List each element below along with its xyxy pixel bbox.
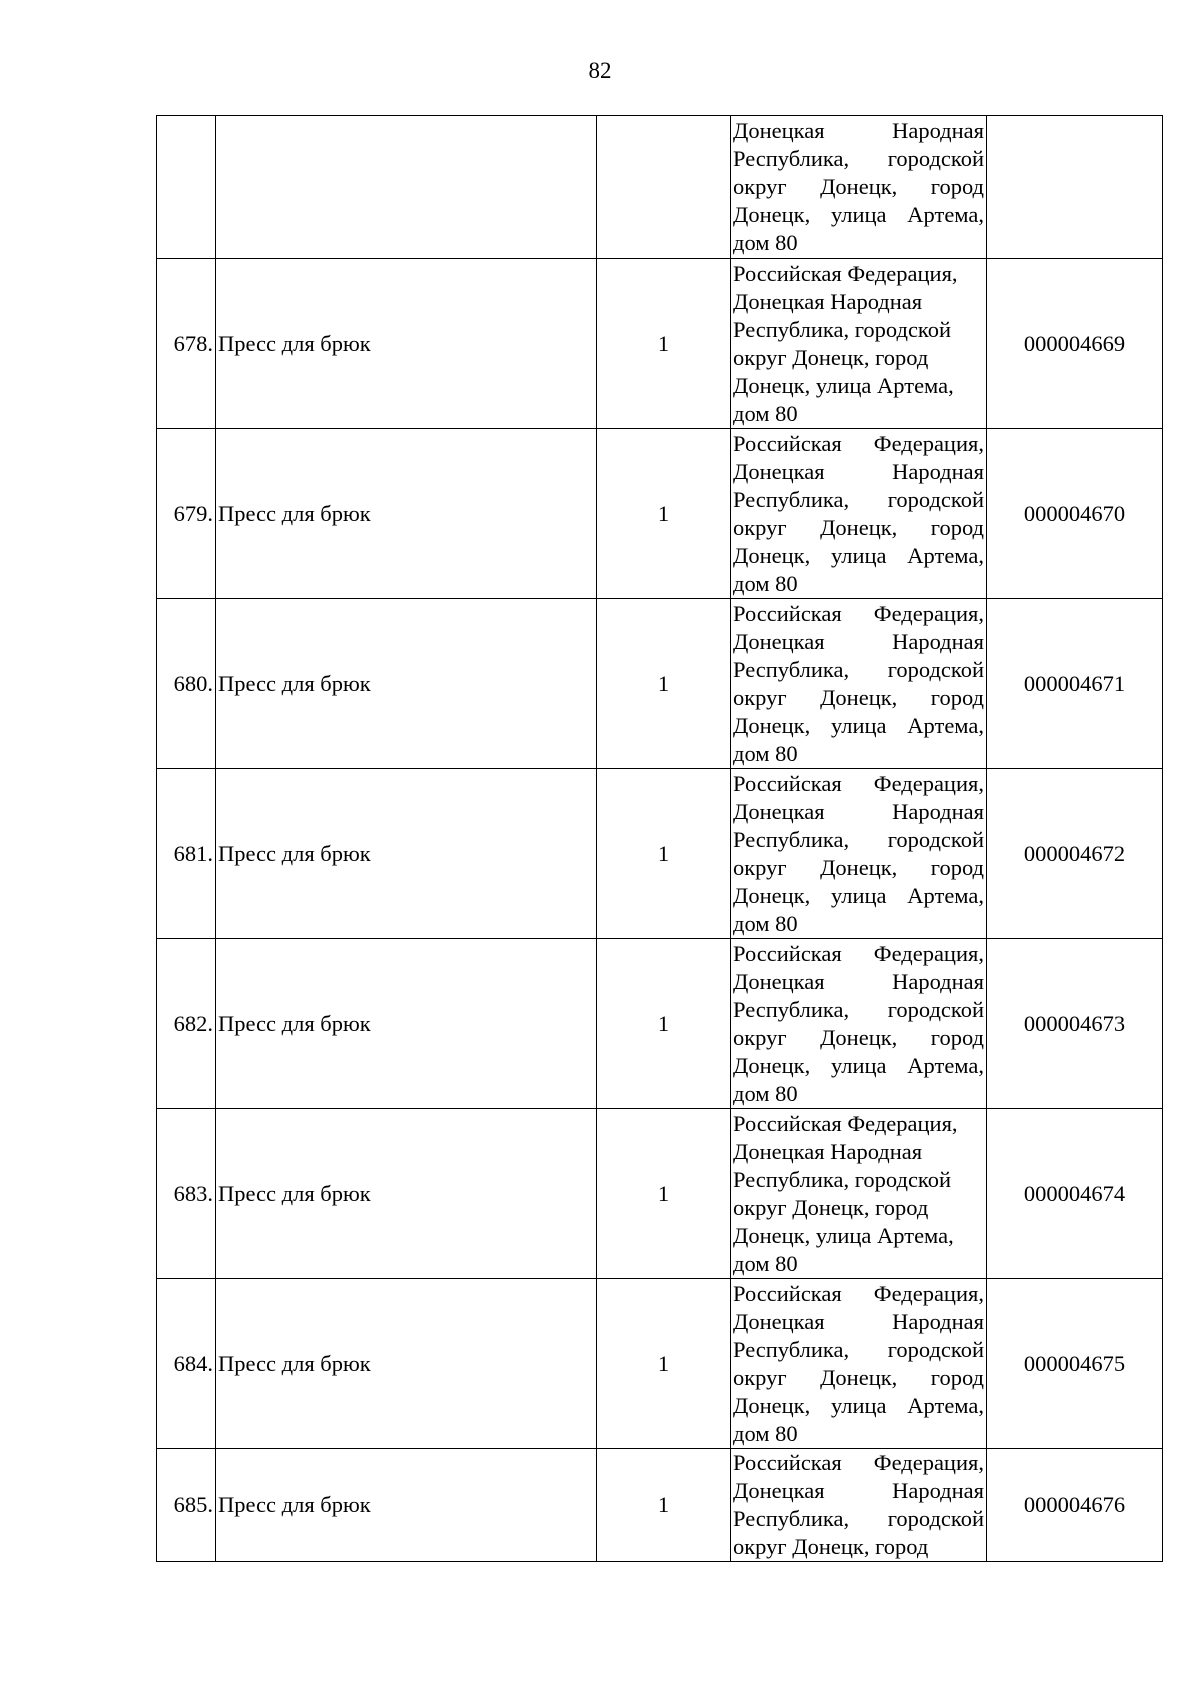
inventory-number-cell: 000004675 xyxy=(987,1279,1163,1449)
quantity-cell: 1 xyxy=(597,1449,731,1562)
inventory-number-cell xyxy=(987,116,1163,259)
table-row xyxy=(157,1109,1163,1279)
row-number-cell: 683. xyxy=(157,1109,216,1279)
table-row xyxy=(157,116,1163,259)
address-cell xyxy=(731,1109,987,1279)
quantity-cell: 1 xyxy=(597,1279,731,1449)
table-row xyxy=(157,1279,1163,1449)
item-name-cell: Пресс для брюк xyxy=(216,1109,597,1279)
inventory-number-cell: 000004671 xyxy=(987,599,1163,769)
inventory-number-cell: 000004676 xyxy=(987,1449,1163,1562)
address-text: Российская Федерация, Донецкая Народная Республика, городской округ Донецк, город Донецк, улица Артема, дом 80 xyxy=(733,1280,984,1446)
address-text: Российская Федерация, Донецкая Народная Республика, городской округ Донецк, город Донецк, улица Артема, дом 80 xyxy=(733,260,958,426)
row-number-cell: 681. xyxy=(157,769,216,939)
item-name-cell: Пресс для брюк xyxy=(216,599,597,769)
address-text: Российская Федерация, Донецкая Народная Республика, городской округ Донецк, город Донецк, улица Артема, дом 80 xyxy=(733,940,984,1106)
quantity-cell xyxy=(597,116,731,259)
address-cell xyxy=(731,116,987,259)
row-number-cell: 684. xyxy=(157,1279,216,1449)
row-number-cell: 678. xyxy=(157,259,216,429)
inventory-number-cell: 000004670 xyxy=(987,429,1163,599)
row-number-cell xyxy=(157,116,216,259)
inventory-number-cell: 000004674 xyxy=(987,1109,1163,1279)
item-name-cell: Пресс для брюк xyxy=(216,429,597,599)
table-row xyxy=(157,259,1163,429)
address-cell xyxy=(731,939,987,1109)
quantity-cell: 1 xyxy=(597,769,731,939)
address-cell xyxy=(731,429,987,599)
inventory-table xyxy=(156,115,1163,1562)
item-name-cell xyxy=(216,116,597,259)
row-number-cell: 682. xyxy=(157,939,216,1109)
row-number-cell: 685. xyxy=(157,1449,216,1562)
row-number-cell: 679. xyxy=(157,429,216,599)
table-row xyxy=(157,429,1163,599)
quantity-cell: 1 xyxy=(597,1109,731,1279)
inventory-number-cell: 000004672 xyxy=(987,769,1163,939)
address-text: Российская Федерация, Донецкая Народная Республика, городской округ Донецк, город xyxy=(733,1450,984,1559)
table-row xyxy=(157,1449,1163,1562)
inventory-number-cell: 000004673 xyxy=(987,939,1163,1109)
item-name-cell: Пресс для брюк xyxy=(216,939,597,1109)
address-text: Российская Федерация, Донецкая Народная Республика, городской округ Донецк, город Донецк, улица Артема, дом 80 xyxy=(733,1110,958,1276)
item-name-cell: Пресс для брюк xyxy=(216,1279,597,1449)
address-cell xyxy=(731,769,987,939)
address-text: Донецкая Народная Республика, городской округ Донецк, город Донецк, улица Артема, дом 80 xyxy=(733,118,984,255)
table-row xyxy=(157,769,1163,939)
address-text: Российская Федерация, Донецкая Народная Республика, городской округ Донецк, город Донецк, улица Артема, дом 80 xyxy=(733,430,984,596)
quantity-cell: 1 xyxy=(597,259,731,429)
table-row xyxy=(157,599,1163,769)
quantity-cell: 1 xyxy=(597,939,731,1109)
page-number: 82 xyxy=(588,58,612,83)
quantity-cell: 1 xyxy=(597,429,731,599)
address-cell xyxy=(731,1279,987,1449)
address-cell xyxy=(731,599,987,769)
address-cell xyxy=(731,259,987,429)
table-row xyxy=(157,939,1163,1109)
quantity-cell: 1 xyxy=(597,599,731,769)
item-name-cell: Пресс для брюк xyxy=(216,1449,597,1562)
address-text: Российская Федерация, Донецкая Народная Республика, городской округ Донецк, город Донецк, улица Артема, дом 80 xyxy=(733,600,984,766)
row-number-cell: 680. xyxy=(157,599,216,769)
item-name-cell: Пресс для брюк xyxy=(216,769,597,939)
inventory-number-cell: 000004669 xyxy=(987,259,1163,429)
address-text: Российская Федерация, Донецкая Народная Республика, городской округ Донецк, город Донецк, улица Артема, дом 80 xyxy=(733,770,984,936)
address-cell xyxy=(731,1449,987,1562)
item-name-cell: Пресс для брюк xyxy=(216,259,597,429)
